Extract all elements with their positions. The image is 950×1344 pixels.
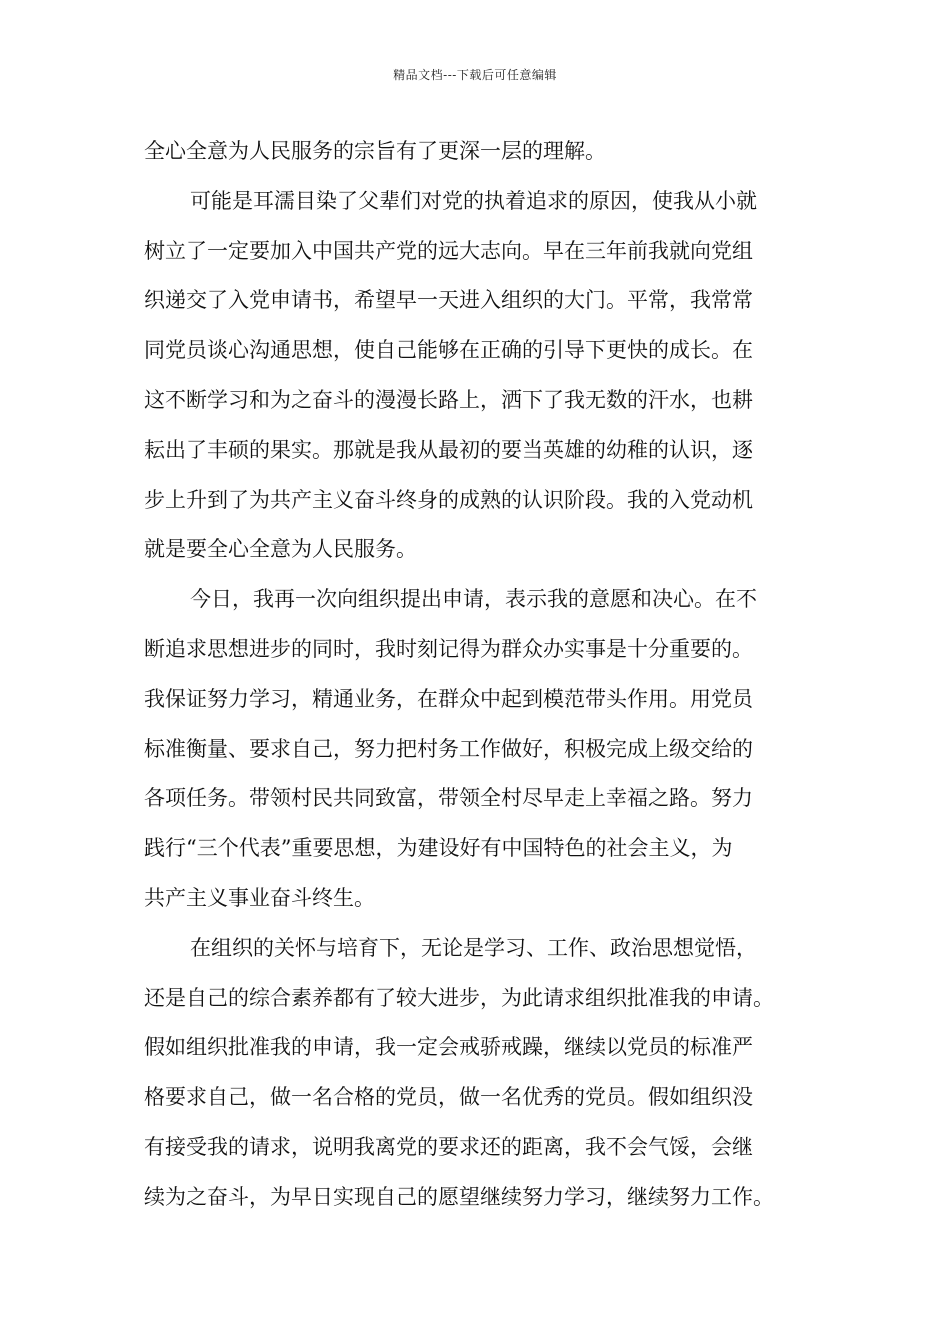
document-body bbox=[144, 127, 809, 1223]
text-line: 还是自己的综合素养都有了较大进步，为此请求组织批准我的申请。 bbox=[144, 985, 774, 1010]
text-line: 可能是耳濡目染了父辈们对党的执着追求的原因，使我从小就 bbox=[190, 188, 757, 213]
text-line: 共产主义事业奋斗终生。 bbox=[144, 885, 375, 910]
text-line: 这不断学习和为之奋斗的漫漫长路上，洒下了我无数的汗水，也耕 bbox=[144, 387, 753, 412]
text-line: 同党员谈心沟通思想，使自己能够在正确的引导下更快的成长。在 bbox=[144, 338, 753, 363]
text-line: 树立了一定要加入中国共产党的远大志向。早在三年前我就向党组 bbox=[144, 238, 753, 263]
text-line: 织递交了入党申请书，希望早一天进入组织的大门。平常，我常常 bbox=[144, 288, 753, 313]
page-header: 精品文档---下载后可任意编辑 bbox=[393, 68, 557, 82]
text-line: 耘出了丰硕的果实。那就是我从最初的要当英雄的幼稚的认识，逐 bbox=[144, 437, 753, 462]
text-line: 假如组织批准我的申请，我一定会戒骄戒躁，继续以党员的标准严 bbox=[144, 1035, 753, 1060]
text-line: 在组织的关怀与培育下，无论是学习、工作、政治思想觉悟， bbox=[190, 935, 757, 960]
text-line: 全心全意为人民服务的宗旨有了更深一层的理解。 bbox=[144, 139, 606, 163]
text-line: 今日，我再一次向组织提出申请，表示我的意愿和决心。在不 bbox=[190, 587, 757, 612]
text-line: 格要求自己，做一名合格的党员，做一名优秀的党员。假如组织没 bbox=[144, 1085, 753, 1110]
text-line: 有接受我的请求，说明我离党的要求还的距离，我不会气馁，会继 bbox=[144, 1134, 753, 1159]
text-line: 我保证努力学习，精通业务，在群众中起到模范带头作用。用党员 bbox=[144, 686, 753, 711]
text-line: 各项任务。带领村民共同致富，带领全村尽早走上幸福之路。努力 bbox=[144, 786, 753, 811]
text-line: 续为之奋斗，为早日实现自己的愿望继续努力学习，继续努力工作。 bbox=[144, 1184, 774, 1209]
text-line: 断追求思想进步的同时，我时刻记得为群众办实事是十分重要的。 bbox=[144, 636, 753, 661]
text-line: 步上升到了为共产主义奋斗终身的成熟的认识阶段。我的入党动机 bbox=[144, 487, 753, 512]
text-line: 就是要全心全意为人民服务。 bbox=[144, 537, 417, 562]
text-line: 标准衡量、要求自己，努力把村务工作做好，积极完成上级交给的 bbox=[144, 736, 753, 761]
text-line: 践行“三个代表”重要思想，为建设好有中国特色的社会主义，为 bbox=[144, 836, 733, 861]
